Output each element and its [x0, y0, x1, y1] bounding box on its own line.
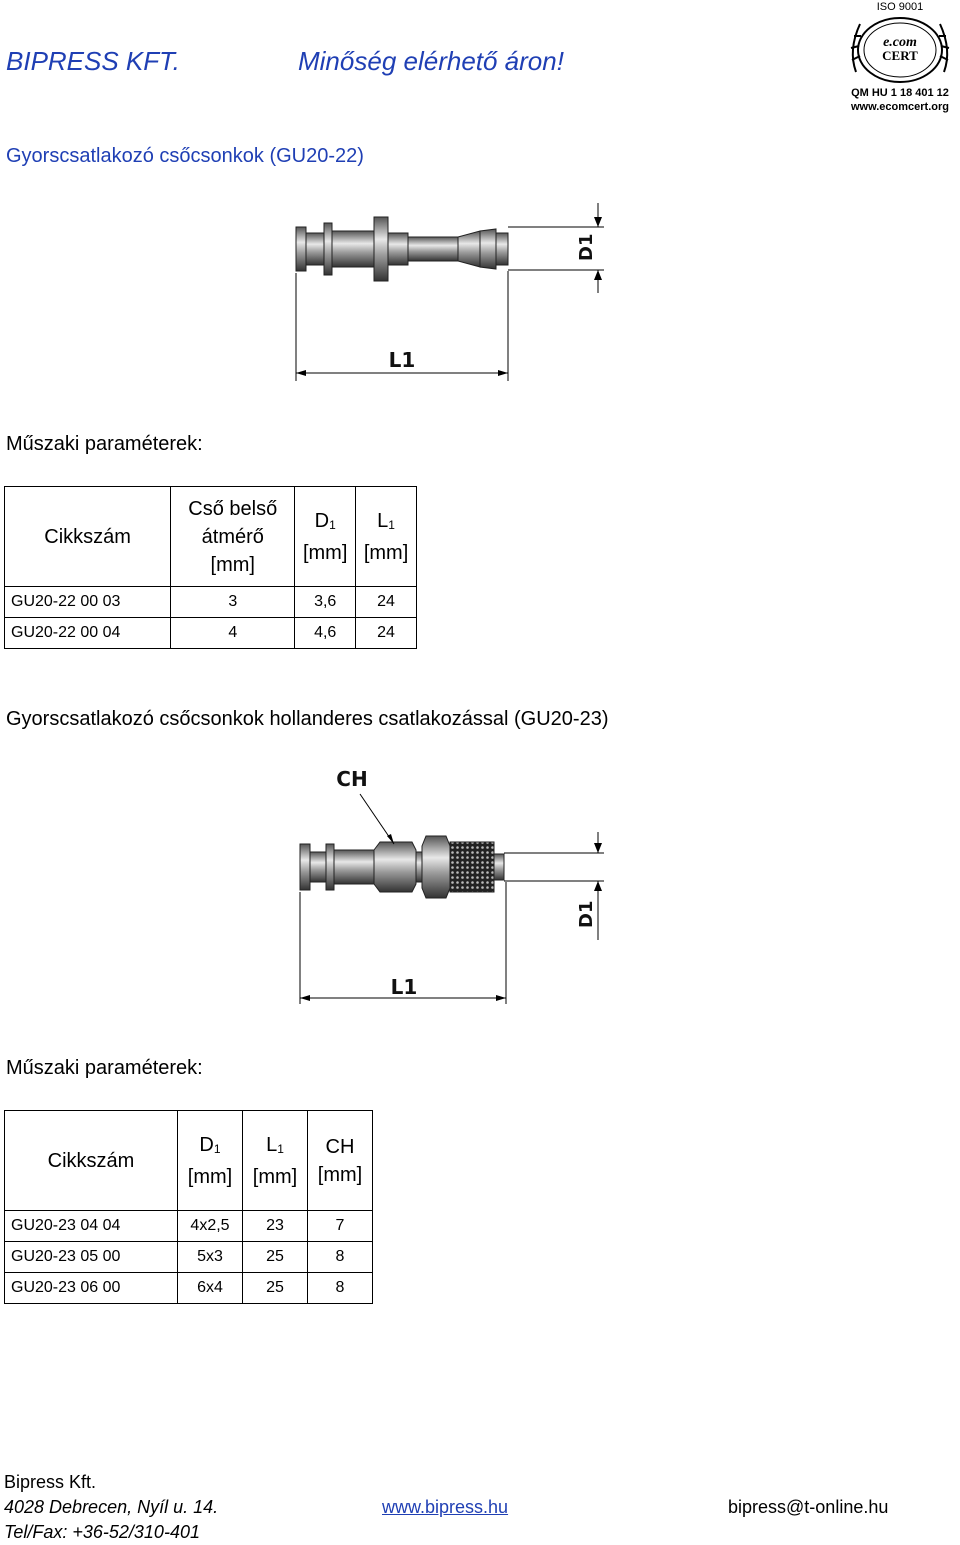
cell-code: GU20-23 05 00 [5, 1242, 178, 1273]
footer-address: 4028 Debrecen, Nyíl u. 14. [4, 1497, 219, 1517]
col-header-code: Cikkszám [5, 1111, 178, 1211]
footer-company: Bipress Kft. [4, 1472, 97, 1492]
col-header-d1: $D_1$ [mm] [295, 487, 356, 587]
cert-brand-line2: CERT [882, 48, 918, 63]
cell-ch: 8 [308, 1273, 373, 1304]
cell-ch: 7 [308, 1211, 373, 1242]
footer-website-link[interactable]: www.bipress.hu [382, 1497, 509, 1517]
cert-iso-text: ISO 9001 [876, 1, 924, 13]
col-header-ch: CH [mm] [308, 1111, 373, 1211]
cell-ch: 8 [308, 1242, 373, 1273]
section2-technical-drawing [270, 760, 610, 1010]
table-row [5, 618, 417, 649]
footer-phone: Tel/Fax: +36-52/310-401 [4, 1522, 200, 1542]
footer-email[interactable]: bipress@t-online.hu [728, 1497, 889, 1517]
certification-logo [842, 0, 960, 115]
section1-dim-d1-label: D1 [576, 233, 597, 261]
cell-l1: 25 [243, 1242, 308, 1273]
cell-tube: 3 [171, 587, 295, 618]
cell-d1: 5x3 [178, 1242, 243, 1273]
cell-l1: 24 [356, 618, 417, 649]
section1-spec-table [4, 486, 417, 649]
section1-title: Gyorscsatlakozó csőcsonkok (GU20-22) [6, 145, 364, 167]
cell-d1: 6x4 [178, 1273, 243, 1304]
table-row [5, 587, 417, 618]
col-header-tube-inner: Cső belső átmérő [mm] [171, 487, 295, 587]
col-header-l1: $L_1$ [mm] [356, 487, 417, 587]
table-row [5, 1242, 373, 1273]
table-row [5, 1211, 373, 1242]
cell-l1: 25 [243, 1273, 308, 1304]
company-slogan: Minőség elérhető áron! [298, 46, 564, 76]
table-row [5, 1273, 373, 1304]
cell-code: GU20-23 06 00 [5, 1273, 178, 1304]
table-header-row [5, 487, 417, 587]
cert-number: QM HU 1 18 401 12 [851, 87, 949, 99]
section2-params-heading: Műszaki paraméterek: [6, 1057, 203, 1079]
cell-l1: 24 [356, 587, 417, 618]
cell-d1: 3,6 [295, 587, 356, 618]
col-header-code: Cikkszám [5, 487, 171, 587]
section1-params-heading: Műszaki paraméterek: [6, 433, 203, 455]
section2-dim-ch-label: CH [336, 767, 368, 791]
col-header-l1: $L_1$ [mm] [243, 1111, 308, 1211]
col-header-d1: $D_1$ [mm] [178, 1111, 243, 1211]
cert-brand-line1: e.com [883, 35, 917, 50]
cell-code: GU20-23 04 04 [5, 1211, 178, 1242]
section2-dim-l1-label: L1 [390, 975, 418, 999]
table-header-row [5, 1111, 373, 1211]
cell-d1: 4,6 [295, 618, 356, 649]
section1-dim-l1-label: L1 [388, 348, 416, 372]
cell-code: GU20-22 00 03 [5, 587, 171, 618]
cell-code: GU20-22 00 04 [5, 618, 171, 649]
cell-tube: 4 [171, 618, 295, 649]
cell-d1: 4x2,5 [178, 1211, 243, 1242]
section1-technical-drawing [280, 195, 610, 385]
cell-l1: 23 [243, 1211, 308, 1242]
company-name: BIPRESS KFT. [6, 46, 180, 76]
section2-dim-d1-label: D1 [576, 900, 597, 928]
section2-title: Gyorscsatlakozó csőcsonkok hollanderes csatlakozással (GU20-23) [6, 708, 609, 730]
section2-spec-table [4, 1110, 373, 1304]
cert-url: www.ecomcert.org [850, 101, 950, 113]
